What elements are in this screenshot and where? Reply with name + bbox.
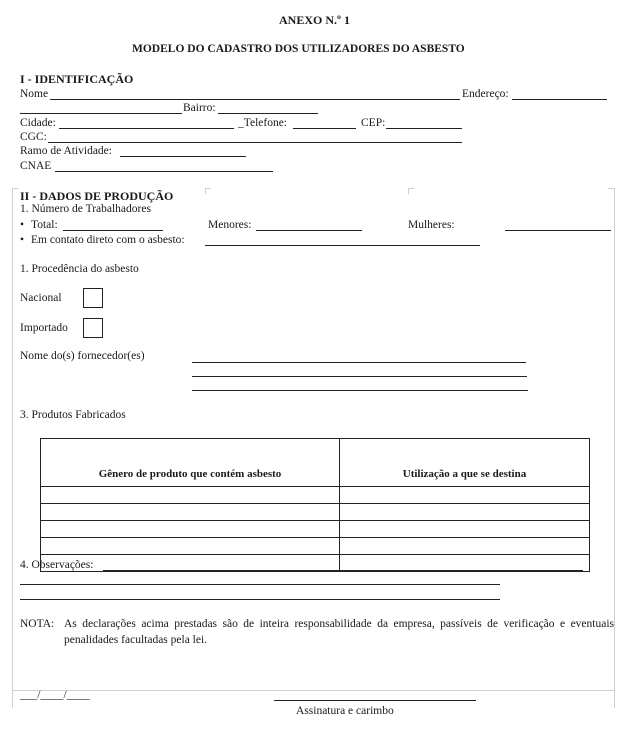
endereco-continuation-field[interactable] xyxy=(20,113,182,114)
cidade-label: Cidade: xyxy=(20,117,56,129)
observacoes-field-1[interactable] xyxy=(103,570,583,571)
table-row xyxy=(41,487,590,504)
table-row xyxy=(41,555,590,572)
cep-label: CEP: xyxy=(361,117,386,129)
table-cell[interactable] xyxy=(41,521,340,538)
endereco-field[interactable] xyxy=(512,99,607,100)
num-trabalhadores-label: 1. Número de Trabalhadores xyxy=(20,203,151,215)
table-row xyxy=(41,504,590,521)
table-cell[interactable] xyxy=(340,538,590,555)
table-cell[interactable] xyxy=(41,538,340,555)
section-identificacao-heading: I - IDENTIFICAÇÃO xyxy=(20,72,134,86)
telefone-label: _Telefone: xyxy=(238,117,288,129)
nota-label: NOTA: xyxy=(20,618,55,630)
nota-text: As declarações acima prestadas são de inteira responsabilidade da empresa, passíveis de verificação e eventuais penalidades facultadas pela lei. xyxy=(64,618,614,646)
nacional-checkbox[interactable] xyxy=(83,288,103,308)
fornecedor-label: Nome do(s) fornecedor(es) xyxy=(20,350,145,362)
mulheres-field[interactable] xyxy=(505,230,611,231)
produtos-table xyxy=(40,438,590,572)
table-cell[interactable] xyxy=(340,487,590,504)
telefone-field[interactable] xyxy=(293,128,356,129)
table-cell[interactable] xyxy=(41,504,340,521)
corner-mark xyxy=(608,188,614,189)
date-field[interactable]: ___/____/____ xyxy=(20,689,90,701)
page-frame-right xyxy=(614,188,615,708)
section-producao-heading: II - DADOS DE PRODUÇÃO xyxy=(20,189,174,203)
corner-mark xyxy=(205,188,206,194)
annex-number: ANEXO N.º 1 xyxy=(279,13,350,27)
table-header-genero: Gênero de produto que contém asbesto xyxy=(41,439,340,487)
cgc-field[interactable] xyxy=(48,142,462,143)
bullet-contato: • xyxy=(20,234,25,246)
importado-label: Importado xyxy=(20,322,68,334)
endereco-label: Endereço: xyxy=(462,88,509,100)
importado-checkbox[interactable] xyxy=(83,318,103,338)
total-field[interactable] xyxy=(63,230,163,231)
signature-label: Assinatura e carimbo xyxy=(296,705,394,717)
table-cell[interactable] xyxy=(340,521,590,538)
cnae-label: CNAE xyxy=(20,160,52,172)
bullet-total: • xyxy=(20,219,25,231)
observacoes-field-3[interactable] xyxy=(20,599,500,600)
observacoes-label: 4. Observações: xyxy=(20,559,94,571)
nome-field[interactable] xyxy=(50,99,460,100)
table-row xyxy=(41,538,590,555)
ramo-atividade-label: Ramo de Atividade: xyxy=(20,145,112,157)
signature-line[interactable] xyxy=(274,700,476,701)
contato-direto-field[interactable] xyxy=(205,245,480,246)
produtos-fabricados-label: 3. Produtos Fabricados xyxy=(20,409,126,421)
nacional-label: Nacional xyxy=(20,292,62,304)
table-cell[interactable] xyxy=(340,555,590,572)
observacoes-field-2[interactable] xyxy=(20,584,500,585)
procedencia-label: 1. Procedência do asbesto xyxy=(20,263,139,275)
cidade-field[interactable] xyxy=(59,128,234,129)
page-frame-left xyxy=(12,188,13,708)
corner-mark xyxy=(408,188,409,194)
page-frame-bottom xyxy=(12,690,614,691)
menores-field[interactable] xyxy=(256,230,362,231)
bairro-label: Bairro: xyxy=(183,102,216,114)
fornecedor-field-2[interactable] xyxy=(192,376,527,377)
table-cell[interactable] xyxy=(340,504,590,521)
table-cell[interactable] xyxy=(41,487,340,504)
table-row xyxy=(41,521,590,538)
ramo-atividade-field[interactable] xyxy=(120,156,246,157)
cep-field[interactable] xyxy=(386,128,462,129)
corner-mark xyxy=(12,188,18,189)
total-label: Total: xyxy=(31,219,58,231)
table-header-utilizacao: Utilização a que se destina xyxy=(340,439,590,487)
mulheres-label: Mulheres: xyxy=(408,219,455,231)
cgc-label: CGC: xyxy=(20,131,47,143)
form-title: MODELO DO CADASTRO DOS UTILIZADORES DO ASBESTO xyxy=(132,43,465,55)
bairro-field[interactable] xyxy=(218,113,318,114)
nome-label: Nome xyxy=(20,88,49,100)
cnae-field[interactable] xyxy=(55,171,273,172)
contato-direto-label: Em contato direto com o asbesto: xyxy=(31,234,185,246)
nota-block xyxy=(20,616,614,648)
menores-label: Menores: xyxy=(208,219,252,231)
fornecedor-field-1[interactable] xyxy=(192,362,526,363)
fornecedor-field-3[interactable] xyxy=(192,390,528,391)
